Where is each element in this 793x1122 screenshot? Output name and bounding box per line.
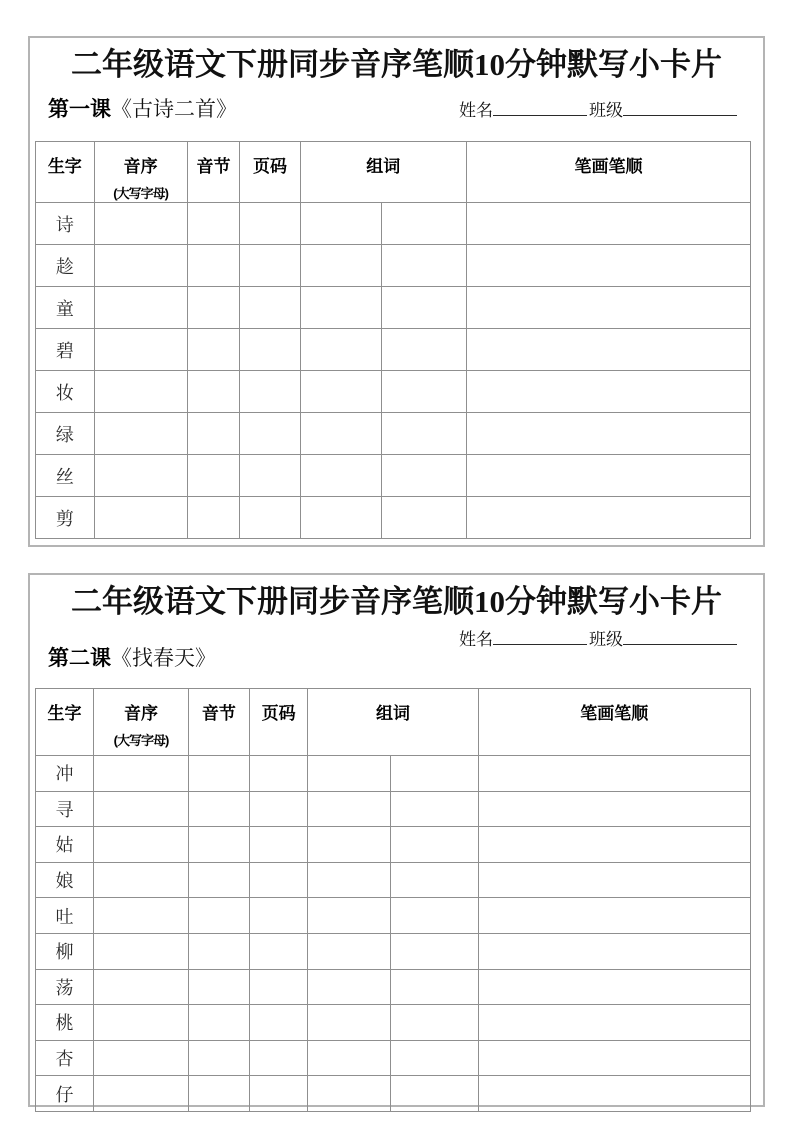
character-cell: 仔 [36, 1076, 94, 1112]
yinxu-blank-cell [93, 862, 188, 898]
yema-blank-cell [240, 245, 300, 287]
bihua-blank-cell [478, 1005, 750, 1041]
yema-blank-cell [240, 287, 300, 329]
bihua-blank-cell [467, 455, 751, 497]
yinjie-blank-cell [189, 1076, 250, 1112]
zuci-blank-cell [308, 791, 391, 827]
character-row [36, 287, 751, 329]
zuci-blank-cell [300, 203, 382, 245]
col-header-shengzi: 生字 [36, 142, 95, 203]
yinjie-blank-cell [189, 1040, 250, 1076]
yinjie-blank-cell [187, 287, 240, 329]
card1-name-label: 姓名 [459, 101, 493, 120]
yinxu-blank-cell [93, 756, 188, 792]
col-header-yinxu-main: 音序 [123, 704, 158, 723]
bihua-blank-cell [467, 245, 751, 287]
zuci-blank-cell [300, 371, 382, 413]
yema-blank-cell [249, 1040, 308, 1076]
character-cell: 寻 [36, 791, 94, 827]
character-row [36, 791, 751, 827]
character-row [36, 497, 751, 539]
zuci-blank-cell [308, 1076, 391, 1112]
zuci-blank-cell [308, 933, 391, 969]
character-row [36, 455, 751, 497]
bihua-blank-cell [467, 203, 751, 245]
bihua-blank-cell [478, 827, 750, 863]
col-header-yinxu [94, 142, 187, 203]
card2-name-class-line [459, 625, 737, 650]
yema-blank-cell [249, 1076, 308, 1112]
col-header-yema: 页码 [249, 689, 308, 756]
zuci-blank-cell [300, 329, 382, 371]
yinxu-blank-cell [93, 933, 188, 969]
col-header-bihua: 笔画笔顺 [467, 142, 751, 203]
yema-blank-cell [249, 862, 308, 898]
yinxu-blank-cell [94, 455, 187, 497]
zuci-blank-cell [391, 756, 478, 792]
card1-header-row [36, 142, 751, 203]
yema-blank-cell [249, 827, 308, 863]
character-cell: 柳 [36, 933, 94, 969]
yinxu-blank-cell [93, 969, 188, 1005]
card1-class-label: 班级 [589, 101, 623, 120]
character-row [36, 413, 751, 455]
card1-lesson-number: 第一课 [48, 98, 111, 121]
zuci-blank-cell [382, 245, 467, 287]
yinjie-blank-cell [189, 898, 250, 934]
card-lesson1 [28, 36, 765, 547]
yinjie-blank-cell [189, 933, 250, 969]
character-row [36, 756, 751, 792]
col-header-zuci: 组词 [308, 689, 478, 756]
yinjie-blank-cell [187, 413, 240, 455]
yinjie-blank-cell [189, 969, 250, 1005]
zuci-blank-cell [391, 1076, 478, 1112]
yema-blank-cell [240, 413, 300, 455]
card1-lesson-book-title: 《古诗二首》 [111, 97, 237, 121]
character-cell: 趁 [36, 245, 95, 287]
bihua-blank-cell [467, 497, 751, 539]
character-row [36, 203, 751, 245]
col-header-yinxu-sub: (大写字母) [113, 186, 168, 201]
card2-meta-row [30, 632, 763, 676]
zuci-blank-cell [308, 862, 391, 898]
yinxu-blank-cell [94, 287, 187, 329]
yinxu-blank-cell [94, 371, 187, 413]
col-header-zuci: 组词 [300, 142, 467, 203]
character-cell: 丝 [36, 455, 95, 497]
zuci-blank-cell [391, 1040, 478, 1076]
yinxu-blank-cell [93, 1005, 188, 1041]
zuci-blank-cell [382, 413, 467, 455]
col-header-yinjie: 音节 [187, 142, 240, 203]
yinjie-blank-cell [187, 371, 240, 413]
character-row [36, 1040, 751, 1076]
bihua-blank-cell [478, 1040, 750, 1076]
character-row [36, 969, 751, 1005]
bihua-blank-cell [478, 898, 750, 934]
zuci-blank-cell [308, 756, 391, 792]
zuci-blank-cell [308, 898, 391, 934]
yema-blank-cell [240, 371, 300, 413]
zuci-blank-cell [382, 371, 467, 413]
card2-lesson-number: 第二课 [48, 647, 111, 670]
card2-dictation-table [35, 688, 751, 1112]
bihua-blank-cell [478, 791, 750, 827]
character-cell: 荡 [36, 969, 94, 1005]
yinxu-blank-cell [94, 245, 187, 287]
col-header-bihua: 笔画笔顺 [478, 689, 750, 756]
zuci-blank-cell [300, 287, 382, 329]
character-row [36, 898, 751, 934]
col-header-yinxu-main: 音序 [123, 157, 158, 176]
character-row [36, 329, 751, 371]
character-cell: 碧 [36, 329, 95, 371]
yinxu-blank-cell [93, 827, 188, 863]
bihua-blank-cell [478, 756, 750, 792]
zuci-blank-cell [382, 203, 467, 245]
zuci-blank-cell [391, 933, 478, 969]
yinxu-blank-cell [93, 1076, 188, 1112]
zuci-blank-cell [391, 969, 478, 1005]
yinjie-blank-cell [187, 497, 240, 539]
bihua-blank-cell [467, 287, 751, 329]
card1-name-blank-line [493, 101, 587, 116]
character-cell: 绿 [36, 413, 95, 455]
card2-class-label: 班级 [589, 630, 623, 649]
card2-title: 二年级语文下册同步音序笔顺10分钟默写小卡片 [71, 584, 722, 619]
card2-lesson-heading [48, 642, 216, 672]
yema-blank-cell [240, 329, 300, 371]
yinxu-blank-cell [93, 1040, 188, 1076]
character-cell: 桃 [36, 1005, 94, 1041]
yema-blank-cell [249, 756, 308, 792]
bihua-blank-cell [478, 1076, 750, 1112]
zuci-blank-cell [391, 898, 478, 934]
yinxu-blank-cell [94, 497, 187, 539]
yinjie-blank-cell [187, 455, 240, 497]
col-header-yema: 页码 [240, 142, 300, 203]
yema-blank-cell [249, 969, 308, 1005]
zuci-blank-cell [300, 413, 382, 455]
zuci-blank-cell [391, 827, 478, 863]
card1-name-class-line [459, 96, 737, 121]
zuci-blank-cell [308, 1040, 391, 1076]
yinjie-blank-cell [189, 1005, 250, 1041]
character-row [36, 245, 751, 287]
bihua-blank-cell [478, 862, 750, 898]
zuci-blank-cell [300, 497, 382, 539]
card2-class-blank-line [623, 630, 737, 645]
col-header-yinxu [93, 689, 188, 756]
yema-blank-cell [249, 1005, 308, 1041]
zuci-blank-cell [382, 329, 467, 371]
card1-class-blank-line [623, 101, 737, 116]
card1-lesson-heading [48, 93, 237, 123]
yinxu-blank-cell [94, 413, 187, 455]
character-row [36, 862, 751, 898]
bihua-blank-cell [478, 969, 750, 1005]
card1-title: 二年级语文下册同步音序笔顺10分钟默写小卡片 [71, 47, 722, 82]
card-lesson2 [28, 573, 765, 1107]
character-cell: 剪 [36, 497, 95, 539]
yema-blank-cell [240, 203, 300, 245]
character-cell: 诗 [36, 203, 95, 245]
zuci-blank-cell [391, 791, 478, 827]
yinxu-blank-cell [93, 791, 188, 827]
zuci-blank-cell [300, 455, 382, 497]
yinjie-blank-cell [189, 791, 250, 827]
zuci-blank-cell [382, 455, 467, 497]
yinjie-blank-cell [189, 756, 250, 792]
yema-blank-cell [240, 497, 300, 539]
zuci-blank-cell [382, 497, 467, 539]
col-header-yinxu-sub: (大写字母) [113, 733, 169, 748]
zuci-blank-cell [382, 287, 467, 329]
character-cell: 妆 [36, 371, 95, 413]
character-cell: 冲 [36, 756, 94, 792]
yema-blank-cell [249, 898, 308, 934]
character-row [36, 933, 751, 969]
zuci-blank-cell [308, 827, 391, 863]
character-cell: 吐 [36, 898, 94, 934]
card2-name-blank-line [493, 630, 587, 645]
card2-name-label: 姓名 [459, 630, 493, 649]
yinjie-blank-cell [187, 203, 240, 245]
zuci-blank-cell [308, 1005, 391, 1041]
character-cell: 童 [36, 287, 95, 329]
character-row [36, 827, 751, 863]
character-row [36, 1076, 751, 1112]
card1-meta-row [30, 93, 763, 129]
yinxu-blank-cell [93, 898, 188, 934]
yinjie-blank-cell [189, 862, 250, 898]
character-row [36, 1005, 751, 1041]
zuci-blank-cell [391, 1005, 478, 1041]
bihua-blank-cell [467, 413, 751, 455]
yema-blank-cell [249, 933, 308, 969]
col-header-yinjie: 音节 [189, 689, 250, 756]
yinxu-blank-cell [94, 329, 187, 371]
yinjie-blank-cell [187, 329, 240, 371]
character-cell: 姑 [36, 827, 94, 863]
zuci-blank-cell [391, 862, 478, 898]
character-cell: 娘 [36, 862, 94, 898]
yinjie-blank-cell [189, 827, 250, 863]
character-row [36, 371, 751, 413]
yema-blank-cell [249, 791, 308, 827]
zuci-blank-cell [308, 969, 391, 1005]
yema-blank-cell [240, 455, 300, 497]
zuci-blank-cell [300, 245, 382, 287]
yinxu-blank-cell [94, 203, 187, 245]
yinjie-blank-cell [187, 245, 240, 287]
bihua-blank-cell [467, 371, 751, 413]
bihua-blank-cell [478, 933, 750, 969]
bihua-blank-cell [467, 329, 751, 371]
character-cell: 杏 [36, 1040, 94, 1076]
card1-dictation-table [35, 141, 751, 539]
card2-lesson-book-title: 《找春天》 [111, 646, 216, 670]
card2-header-row [36, 689, 751, 756]
col-header-shengzi: 生字 [36, 689, 94, 756]
